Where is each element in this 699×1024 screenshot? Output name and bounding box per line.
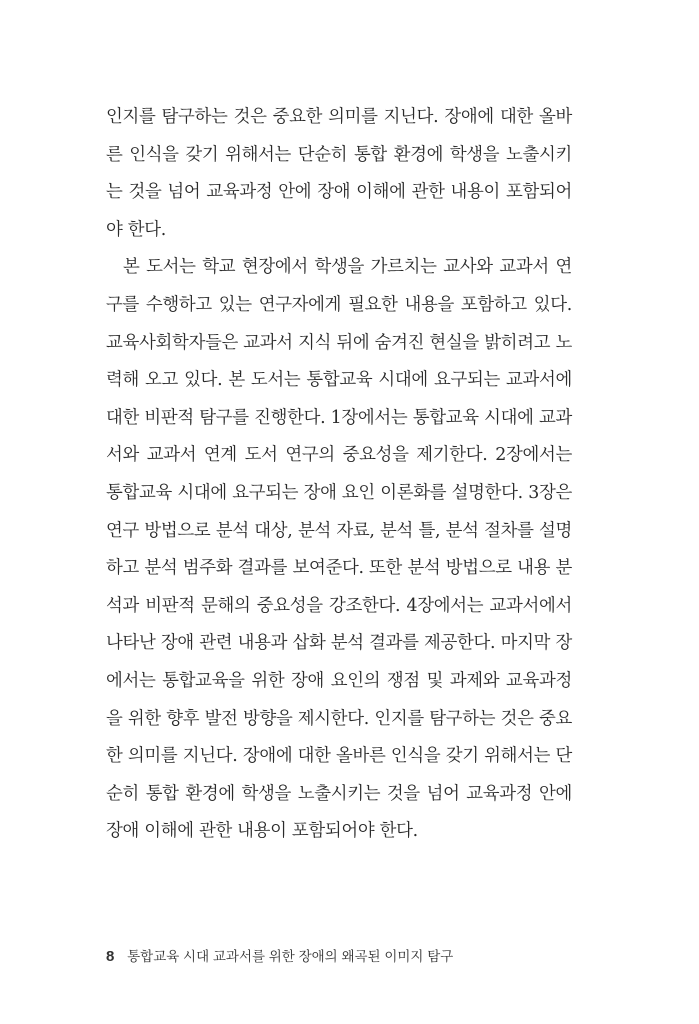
text-line-7: 교육사회학자들은 교과서 지식 뒤에 숨겨진 현실을 밝히려고 노 xyxy=(106,332,572,353)
page-footer xyxy=(106,947,453,967)
text-line-18: 한 의미를 지닌다. 장애에 대한 올바른 인식을 갖기 위해서는 단 xyxy=(106,746,572,767)
text-line-9: 대한 비판적 탐구를 진행한다. 1장에서는 통합교육 시대에 교과 xyxy=(106,407,572,428)
text-line-6: 구를 수행하고 있는 연구자에게 필요한 내용을 포함하고 있다. xyxy=(106,294,572,315)
text-line-14: 석과 비판적 문해의 중요성을 강조한다. 4장에서는 교과서에서 xyxy=(106,595,572,616)
text-line-8: 력해 오고 있다. 본 도서는 통합교육 시대에 요구되는 교과서에 xyxy=(106,370,572,391)
text-line-13: 하고 분석 범주화 결과를 보여준다. 또한 분석 방법으로 내용 분 xyxy=(106,558,572,579)
text-line-2: 른 인식을 갖기 위해서는 단순히 통합 환경에 학생을 노출시키 xyxy=(106,144,572,165)
text-line-11: 통합교육 시대에 요구되는 장애 요인 이론화를 설명한다. 3장은 xyxy=(106,482,572,503)
text-line-4: 야 한다. xyxy=(106,219,166,240)
text-line-15: 나타난 장애 관련 내용과 삽화 분석 결과를 제공한다. 마지막 장 xyxy=(106,633,572,654)
text-line-3: 는 것을 넘어 교육과정 안에 장애 이해에 관한 내용이 포함되어 xyxy=(106,182,572,203)
text-line-12: 연구 방법으로 분석 대상, 분석 자료, 분석 틀, 분석 절차를 설명 xyxy=(106,520,572,541)
running-title: 통합교육 시대 교과서를 위한 장애의 왜곡된 이미지 탐구 xyxy=(127,949,454,964)
page-number: 8 xyxy=(106,948,115,965)
text-line-10: 서와 교과서 연계 도서 연구의 중요성을 제기한다. 2장에서는 xyxy=(106,445,572,466)
text-line-19: 순히 통합 환경에 학생을 노출시키는 것을 넘어 교육과정 안에 xyxy=(106,783,572,804)
text-line-16: 에서는 통합교육을 위한 장애 요인의 쟁점 및 과제와 교육과정 xyxy=(106,670,572,691)
body-text xyxy=(106,99,572,851)
text-line-1: 인지를 탐구하는 것은 중요한 의미를 지닌다. 장애에 대한 올바 xyxy=(106,107,572,127)
text-line-17: 을 위한 향후 발전 방향을 제시한다. 인지를 탐구하는 것은 중요 xyxy=(106,708,572,729)
text-line-5: 본 도서는 학교 현장에서 학생을 가르치는 교사와 교과서 연 xyxy=(123,257,572,278)
text-line-20: 장애 이해에 관한 내용이 포함되어야 한다. xyxy=(106,821,418,842)
